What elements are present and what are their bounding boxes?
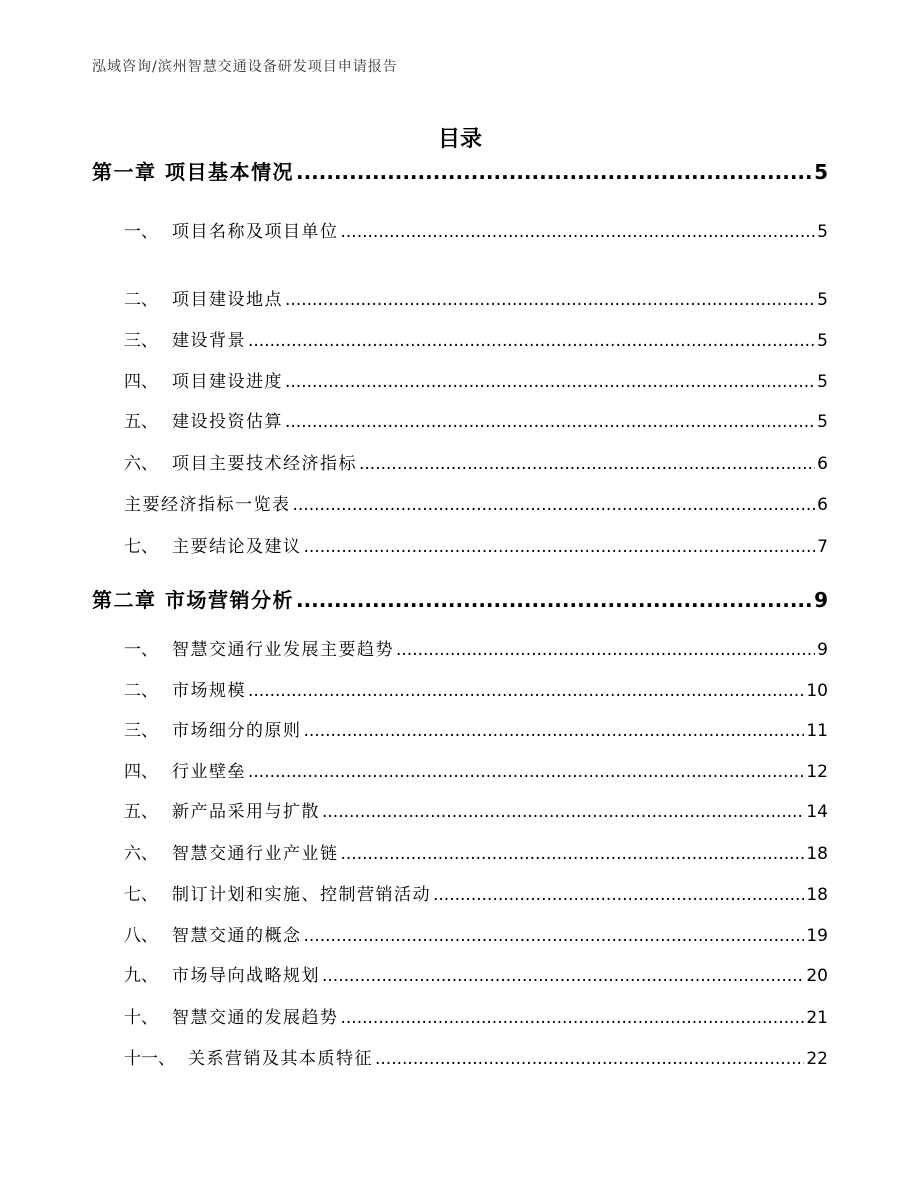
toc-section-entry[interactable]: [124, 797, 828, 823]
toc-section-entry[interactable]: [124, 490, 828, 516]
entry-number: 六、: [124, 454, 158, 474]
entry-label: 智慧交通的概念: [172, 926, 302, 946]
entry-label: 关系营销及其本质特征: [188, 1049, 373, 1069]
toc-section-entry[interactable]: [124, 217, 828, 243]
dot-leader: [322, 802, 804, 822]
entry-label: 行业壁垒: [172, 762, 246, 782]
entry-page-number: 5: [817, 290, 828, 310]
dot-leader: [359, 454, 815, 474]
entry-label: 项目名称及项目单位: [172, 222, 339, 242]
entry-page-number: 18: [806, 885, 828, 905]
dot-leader: [248, 331, 815, 351]
entry-page-number: 12: [806, 762, 828, 782]
dot-leader: [293, 495, 816, 515]
entry-label: 智慧交通行业发展主要趋势: [172, 640, 394, 660]
entry-page-number: 11: [806, 721, 828, 741]
entry-label: 市场导向战略规划: [172, 966, 320, 986]
entry-label: 项目建设进度: [172, 372, 283, 392]
entry-page-number: 18: [806, 844, 828, 864]
entry-label: 主要经济指标一览表: [124, 495, 291, 515]
dot-leader: [285, 372, 815, 392]
toc-section-entry[interactable]: [124, 449, 828, 475]
entry-page-number: 22: [806, 1049, 828, 1069]
entry-number: 四、: [124, 372, 158, 392]
entry-number: 一、: [124, 222, 158, 242]
dot-leader: [304, 721, 805, 741]
dot-leader: [304, 926, 805, 946]
entry-number: 一、: [124, 640, 158, 660]
toc-section-entry[interactable]: [124, 635, 828, 661]
entry-number: 七、: [124, 537, 158, 557]
entry-page-number: 6: [817, 454, 828, 474]
toc-section-entry[interactable]: [124, 532, 828, 558]
entry-label: 新产品采用与扩散: [172, 802, 320, 822]
dot-leader: [341, 1008, 805, 1028]
toc-title: 目录: [437, 127, 482, 152]
toc-section-entry[interactable]: [124, 1003, 828, 1029]
toc-section-entry[interactable]: [124, 921, 828, 947]
entry-number: 五、: [124, 412, 158, 432]
dot-leader: [341, 844, 805, 864]
entry-label: 智慧交通行业产业链: [172, 844, 339, 864]
toc-section-entry[interactable]: [124, 1044, 828, 1070]
entry-page-number: 20: [806, 966, 828, 986]
entry-page-number: 5: [817, 222, 828, 242]
dot-leader: [248, 762, 804, 782]
dot-leader: [375, 1049, 804, 1069]
toc-section-entry[interactable]: [124, 285, 828, 311]
entry-page-number: 21: [806, 1008, 828, 1028]
toc-section-entry[interactable]: [124, 961, 828, 987]
entry-number: 七、: [124, 885, 158, 905]
entry-label: 项目主要技术经济指标: [172, 454, 357, 474]
dot-leader: [433, 885, 804, 905]
dot-leader: [304, 537, 816, 557]
entry-number: 九、: [124, 966, 158, 986]
dot-leader: [285, 412, 815, 432]
entry-label: 建设投资估算: [172, 412, 283, 432]
entry-number: 三、: [124, 721, 158, 741]
entry-page-number: 10: [806, 681, 828, 701]
entry-page-number: 7: [817, 537, 828, 557]
dot-leader: [248, 681, 804, 701]
entry-number: 八、: [124, 926, 158, 946]
entry-page-number: 9: [817, 640, 828, 660]
dot-leader: [322, 966, 804, 986]
entry-page-number: 19: [806, 926, 828, 946]
entry-label: 第一章 项目基本情况: [92, 160, 294, 184]
entry-label: 建设背景: [172, 331, 246, 351]
entry-label: 主要结论及建议: [172, 537, 302, 557]
entry-label: 制订计划和实施、控制营销活动: [172, 885, 431, 905]
toc-section-entry[interactable]: [124, 367, 828, 393]
dot-leader: [285, 290, 815, 310]
entry-label: 智慧交通的发展趋势: [172, 1008, 339, 1028]
toc-section-entry[interactable]: [124, 326, 828, 352]
dot-leader: [296, 160, 812, 184]
entry-page-number: 6: [817, 495, 828, 515]
entry-number: 十、: [124, 1008, 158, 1028]
entry-page-number: 9: [814, 588, 828, 612]
entry-number: 三、: [124, 331, 158, 351]
dot-leader: [296, 588, 812, 612]
entry-number: 六、: [124, 844, 158, 864]
entry-number: 二、: [124, 290, 158, 310]
toc-section-entry[interactable]: [124, 676, 828, 702]
entry-page-number: 5: [817, 331, 828, 351]
entry-number: 二、: [124, 681, 158, 701]
entry-number: 五、: [124, 802, 158, 822]
entry-page-number: 5: [817, 412, 828, 432]
running-header: 泓域咨询/滨州智慧交通设备研发项目申请报告: [92, 59, 398, 75]
entry-page-number: 5: [814, 160, 828, 184]
toc-section-entry[interactable]: [124, 880, 828, 906]
dot-leader: [396, 640, 815, 660]
dot-leader: [341, 222, 816, 242]
entry-label: 项目建设地点: [172, 290, 283, 310]
toc-chapter-entry[interactable]: [92, 584, 828, 610]
toc-chapter-entry[interactable]: [92, 156, 828, 182]
entry-number: 十一、: [124, 1049, 175, 1069]
entry-number: 四、: [124, 762, 158, 782]
toc-section-entry[interactable]: [124, 757, 828, 783]
entry-label: 市场规模: [172, 681, 246, 701]
entry-page-number: 5: [817, 372, 828, 392]
entry-page-number: 14: [806, 802, 828, 822]
entry-label: 第二章 市场营销分析: [92, 588, 294, 612]
entry-label: 市场细分的原则: [172, 721, 302, 741]
toc-section-entry[interactable]: [124, 839, 828, 865]
toc-section-entry[interactable]: [124, 716, 828, 742]
toc-section-entry[interactable]: [124, 407, 828, 433]
